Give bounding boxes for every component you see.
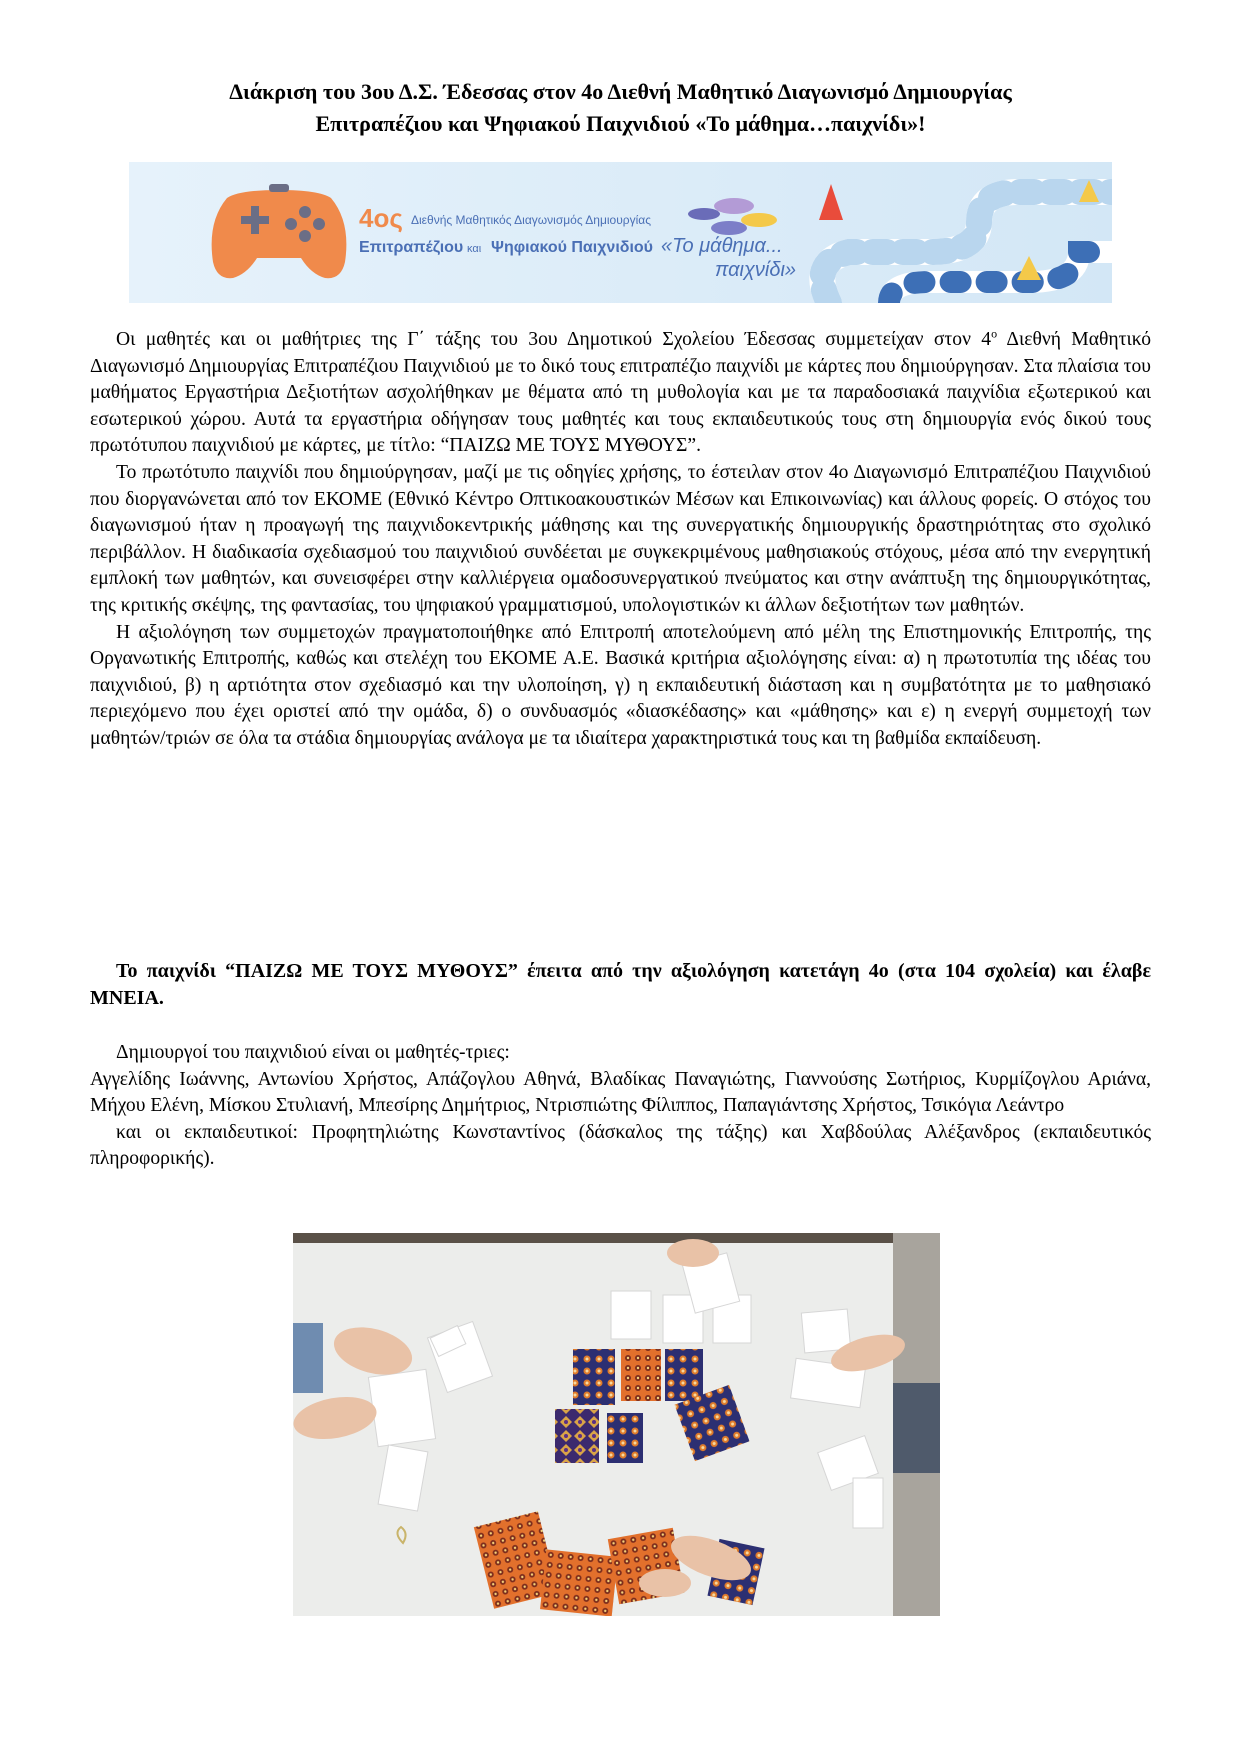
creators-section (90, 1040, 1151, 1173)
title-line-1: Διάκριση του 3ου Δ.Σ. Έδεσσας στον 4ο Διεθνή Μαθητικό Διαγωνισμό Δημιουργίας (229, 79, 1012, 104)
creators-intro: Δημιουργοί του παιχνιδιού είναι οι μαθητές-τριες: (116, 1042, 510, 1063)
banner-line-2a: Επιτραπέζιου (359, 239, 464, 256)
game-photo (293, 1233, 940, 1616)
banner-number: 4ος (359, 203, 403, 233)
creators-names: Αγγελίδης Ιωάννης, Αντωνίου Χρήστος, Απάζογλου Αθηνά, Βλαδίκας Παναγιώτης, Γιαννούσης Σωτήριος, Κυρμίζογλου Αριάνα, Μήχου Ελένη, Μίσκου Στυλιανή, Μπεσίρης Δημήτριος, Ντρισπιώτης Φίλιππος, Παπαγιάντσης Χρήστος, Τσικόγια Λεάντρο (90, 1068, 1151, 1117)
paragraph-2: Το πρωτότυπο παιχνίδι που δημιούργησαν, μαζί με τις οδηγίες χρήσης, το έστειλαν στον 4ο Διαγωνισμό Επιτραπέζιου Παιχνιδιού που διοργανώνεται από τον ΕΚΟΜΕ (Εθνικό Κέντρο Οπτικοακουστικών Μέσων και Επικοινωνίας) και άλλους φορείς. Ο στόχος του διαγωνισμού ήταν η προαγωγή της παιχνιδοκεντρικής μάθησης και της συνεργατικής δημιουργικής δραστηριότητας στο σχολικό περιβάλλον. Η διαδικασία σχεδιασμού του παιχνιδιού συνδέεται με συγκεκριμένους μαθησιακούς στόχους, μέσα από την ενεργητική εμπλοκή των μαθητών, και συνεισφέρει στην καλλιέργεια ομαδοσυνεργατικού πνεύματος και στην ανάπτυξη της δημιουργικότητας, της κριτικής σκέψης, της φαντασίας, του ψηφιακού γραμματισμού, υπολογιστικών κι άλλων δεξιοτήτων των μαθητών. (90, 461, 1151, 616)
banner-line-2c: Ψηφιακού Παιχνιδιού (491, 239, 653, 256)
paragraph-3: Η αξιολόγηση των συμμετοχών πραγματοποιήθηκε από Επιτροπή αποτελούμενη από μέλη της Επιστημονικής Επιτροπής, της Οργανωτικής Επιτροπής, καθώς και στελέχη του ΕΚΟΜΕ Α.Ε. Βασικά κριτήρια αξιολόγησης είναι: α) η πρωτοτυπία της ιδέας του παιχνιδιού, β) η αρτιότητα στον σχεδιασμό και την υλοποίηση, γ) η εκπαιδευτική διάσταση και η συμβατότητα με το μαθησιακό περιεχόμενο που έχει οριστεί από την ομάδα, δ) ο συνδυασμός «διασκέδασης» και «μάθησης» και ε) η ενεργή συμμετοχή των μαθητών/τριών σε όλα τα στάδια δημιουργίας ανάλογα με τα ιδιαίτερα χαρακτηριστικά τους και τη βαθμίδα εκπαίδευση. (90, 621, 1151, 749)
competition-banner (129, 162, 1112, 303)
banner-quote-2: παιχνίδι» (715, 259, 797, 281)
paragraph-1-part-a: Οι μαθητές και οι μαθήτριες της Γ΄ τάξης του 3ου Δημοτικού Σχολείου Έδεσσας συμμετείχαν στον 4 (116, 329, 992, 350)
banner-quote-1: «Το μάθημα... (661, 235, 783, 257)
paragraph-1-part-b: Διεθνή Μαθητικό Διαγωνισμό Δημιουργίας Επιτραπέζιου Παιχνιδιού με το δικό τους επιτραπέζιο παιχνίδι με κάρτες που δημιούργησαν. Στα πλαίσια του μαθήματος Εργαστήρια Δεξιοτήτων ασχολήθηκαν με θέματα από τη μυθολογία και με τα παραδοσιακά παιχνίδια εξωτερικού και εσωτερικού χώρου. Αυτά τα εργαστήρια οδήγησαν τους μαθητές και τους εκπαιδευτικούς τους στη δημιουργία ενός δικού τους πρωτότυπου παιχνιδιού με κάρτες, με τίτλο: “ΠΑΙΖΩ ΜΕ ΤΟΥΣ ΜΥΘΟΥΣ”. (90, 329, 1151, 457)
article-body (90, 327, 1151, 753)
paragraph-1 (90, 327, 1151, 460)
banner-line-1: Διεθνής Μαθητικός Διαγωνισμός Δημιουργίας (411, 213, 651, 227)
banner-line-2b: και (467, 243, 482, 255)
title-line-2: Επιτραπέζιου και Ψηφιακού Παιχνιδιού «Το μάθημα…παιχνίδι»! (315, 111, 926, 136)
ordinal-superscript: ο (991, 326, 998, 341)
teachers-line: και οι εκπαιδευτικοί: Προφητηλιώτης Κωνσταντίνος (δάσκαλος της τάξης) και Χαβδούλας Αλέξανδρος (εκπαιδευτικός πληροφορικής). (90, 1121, 1151, 1170)
result-announcement: Το παιχνίδι “ΠΑΙΖΩ ΜΕ ΤΟΥΣ ΜΥΘΟΥΣ” έπειτα από την αξιολόγηση κατετάγη 4ο (στα 104 σχολεία) και έλαβε ΜΝΕΙΑ. (90, 960, 1151, 1009)
article-title (90, 76, 1151, 140)
